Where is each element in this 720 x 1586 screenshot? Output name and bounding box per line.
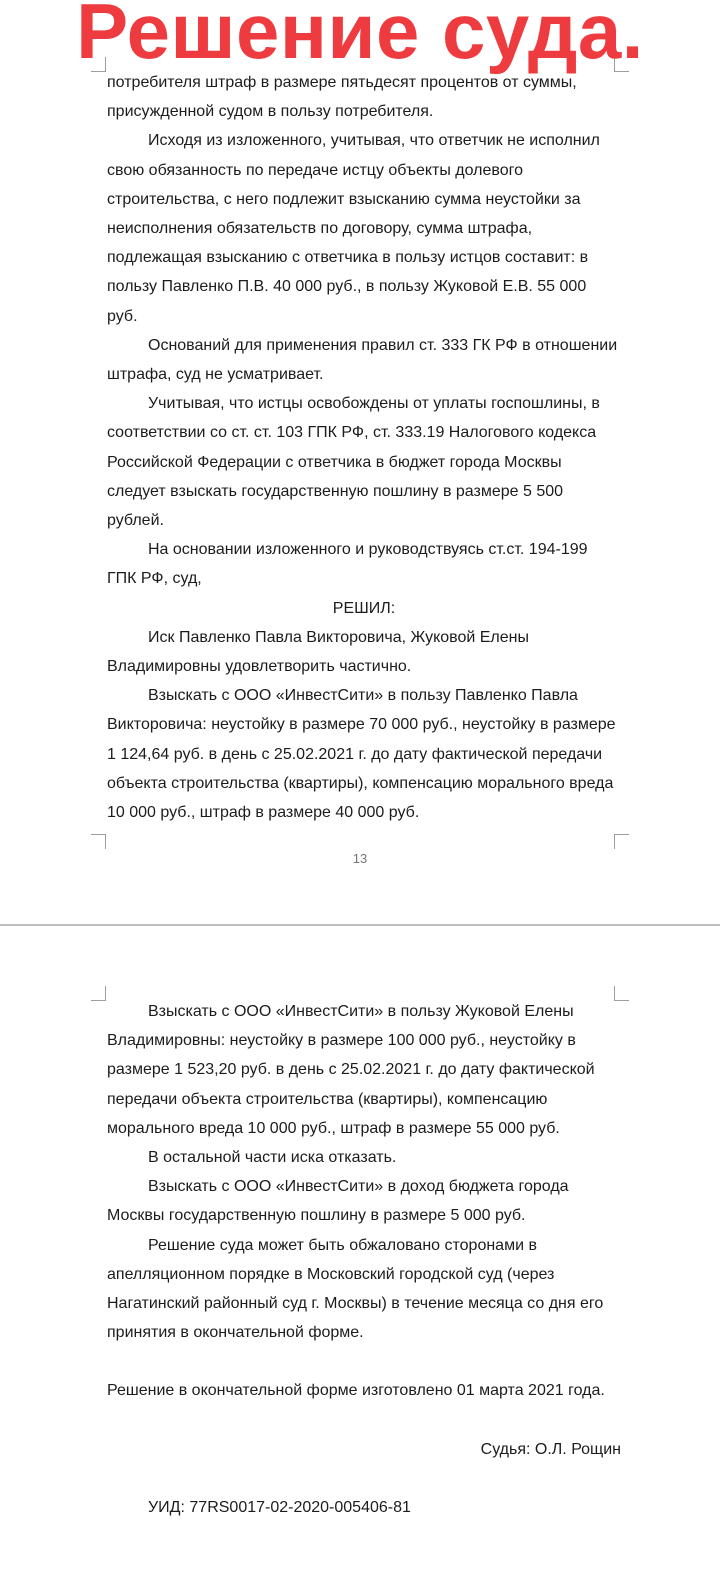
- page-corner-mark: [91, 986, 106, 1001]
- paragraph: Учитывая, что истцы освобождены от уплаты госпошлины, в соответствии со ст. ст. 103 ГПК РФ, ст. 333.19 Налогового кодекса Российской Федерации с ответчика в бюджет города Москвы следует взыскать государственную пошлину в размере 5 500 рублей.: [107, 395, 600, 530]
- page-number: 13: [352, 851, 368, 866]
- spacer: [107, 1406, 621, 1435]
- banner-title: Решение суда.: [76, 0, 644, 75]
- page-2-body: [107, 997, 621, 1522]
- paragraph: Взыскать с ООО «ИнвестСити» в доход бюджета города Москвы государственную пошлину в размере 5 000 руб.: [107, 1178, 569, 1225]
- paragraph: Оснований для применения правил ст. 333 ГК РФ в отношении штрафа, суд не усматривает.: [107, 336, 618, 384]
- paragraph: Исходя из изложенного, учитывая, что ответчик не исполнил свою обязанность по передаче истцу объекты долевого строительства, с него подлежит взысканию сумма неустойки за неисполнения обязательств по договору, сумма штрафа, подлежащая взысканию с ответчика в пользу истцов составит: в пользу Павленко П.В. 40 000 руб., в пользу Жуковой Е.В. 55 000 руб.: [107, 132, 600, 325]
- page-divider: [0, 924, 720, 926]
- page-corner-mark: [91, 834, 106, 849]
- paragraph: Взыскать с ООО «ИнвестСити» в пользу Павленко Павла Викторовича: неустойку в размере 70 000 руб., неустойку в размере 1 124,64 руб. в день с 25.02.2021 г. до дату фактической передачи объекта строительства (квартиры), компенсацию морального вреда 10 000 руб., штраф в размере 40 000 руб.: [107, 687, 616, 822]
- judge-signature: Судья: О.Л. Рощин: [480, 1440, 621, 1458]
- decision-heading: РЕШИЛ:: [332, 599, 396, 617]
- paragraph: Иск Павленко Павла Викторовича, Жуковой Елены Владимировны удовлетворить частично.: [107, 628, 529, 676]
- paragraph: На основании изложенного и руководствуясь ст.ст. 194-199 ГПК РФ, суд,: [107, 541, 588, 588]
- document-page-2: [0, 927, 720, 1586]
- page-corner-mark: [614, 834, 629, 849]
- spacer: [107, 1464, 621, 1493]
- case-uid: УИД: 77RS0017-02-2020-005406-81: [148, 1498, 411, 1516]
- paragraph: Решение суда может быть обжаловано сторонами в апелляционном порядке в Московский городской суд (через Нагатинский районный суд г. Москвы) в течение месяца со дня его принятия в окончательной форме.: [107, 1236, 604, 1342]
- paragraph: В остальной части иска отказать.: [148, 1149, 397, 1167]
- page-1-body: [107, 68, 621, 827]
- paragraph: Взыскать с ООО «ИнвестСити» в пользу Жуковой Елены Владимировны: неустойку в размере 100 000 руб., неустойку в размере 1 523,20 руб. в день с 25.02.2021 г. до дату фактической передачи объекта строительства (квартиры), компенсацию морального вреда 10 000 руб., штраф в размере 55 000 руб.: [107, 1003, 595, 1137]
- spacer: [107, 1347, 621, 1376]
- paragraph: потребителя штраф в размере пятьдесят процентов от суммы, присужденной судом в пользу потребителя.: [107, 74, 577, 121]
- final-form-note: Решение в окончательной форме изготовлено 01 марта 2021 года.: [107, 1382, 605, 1400]
